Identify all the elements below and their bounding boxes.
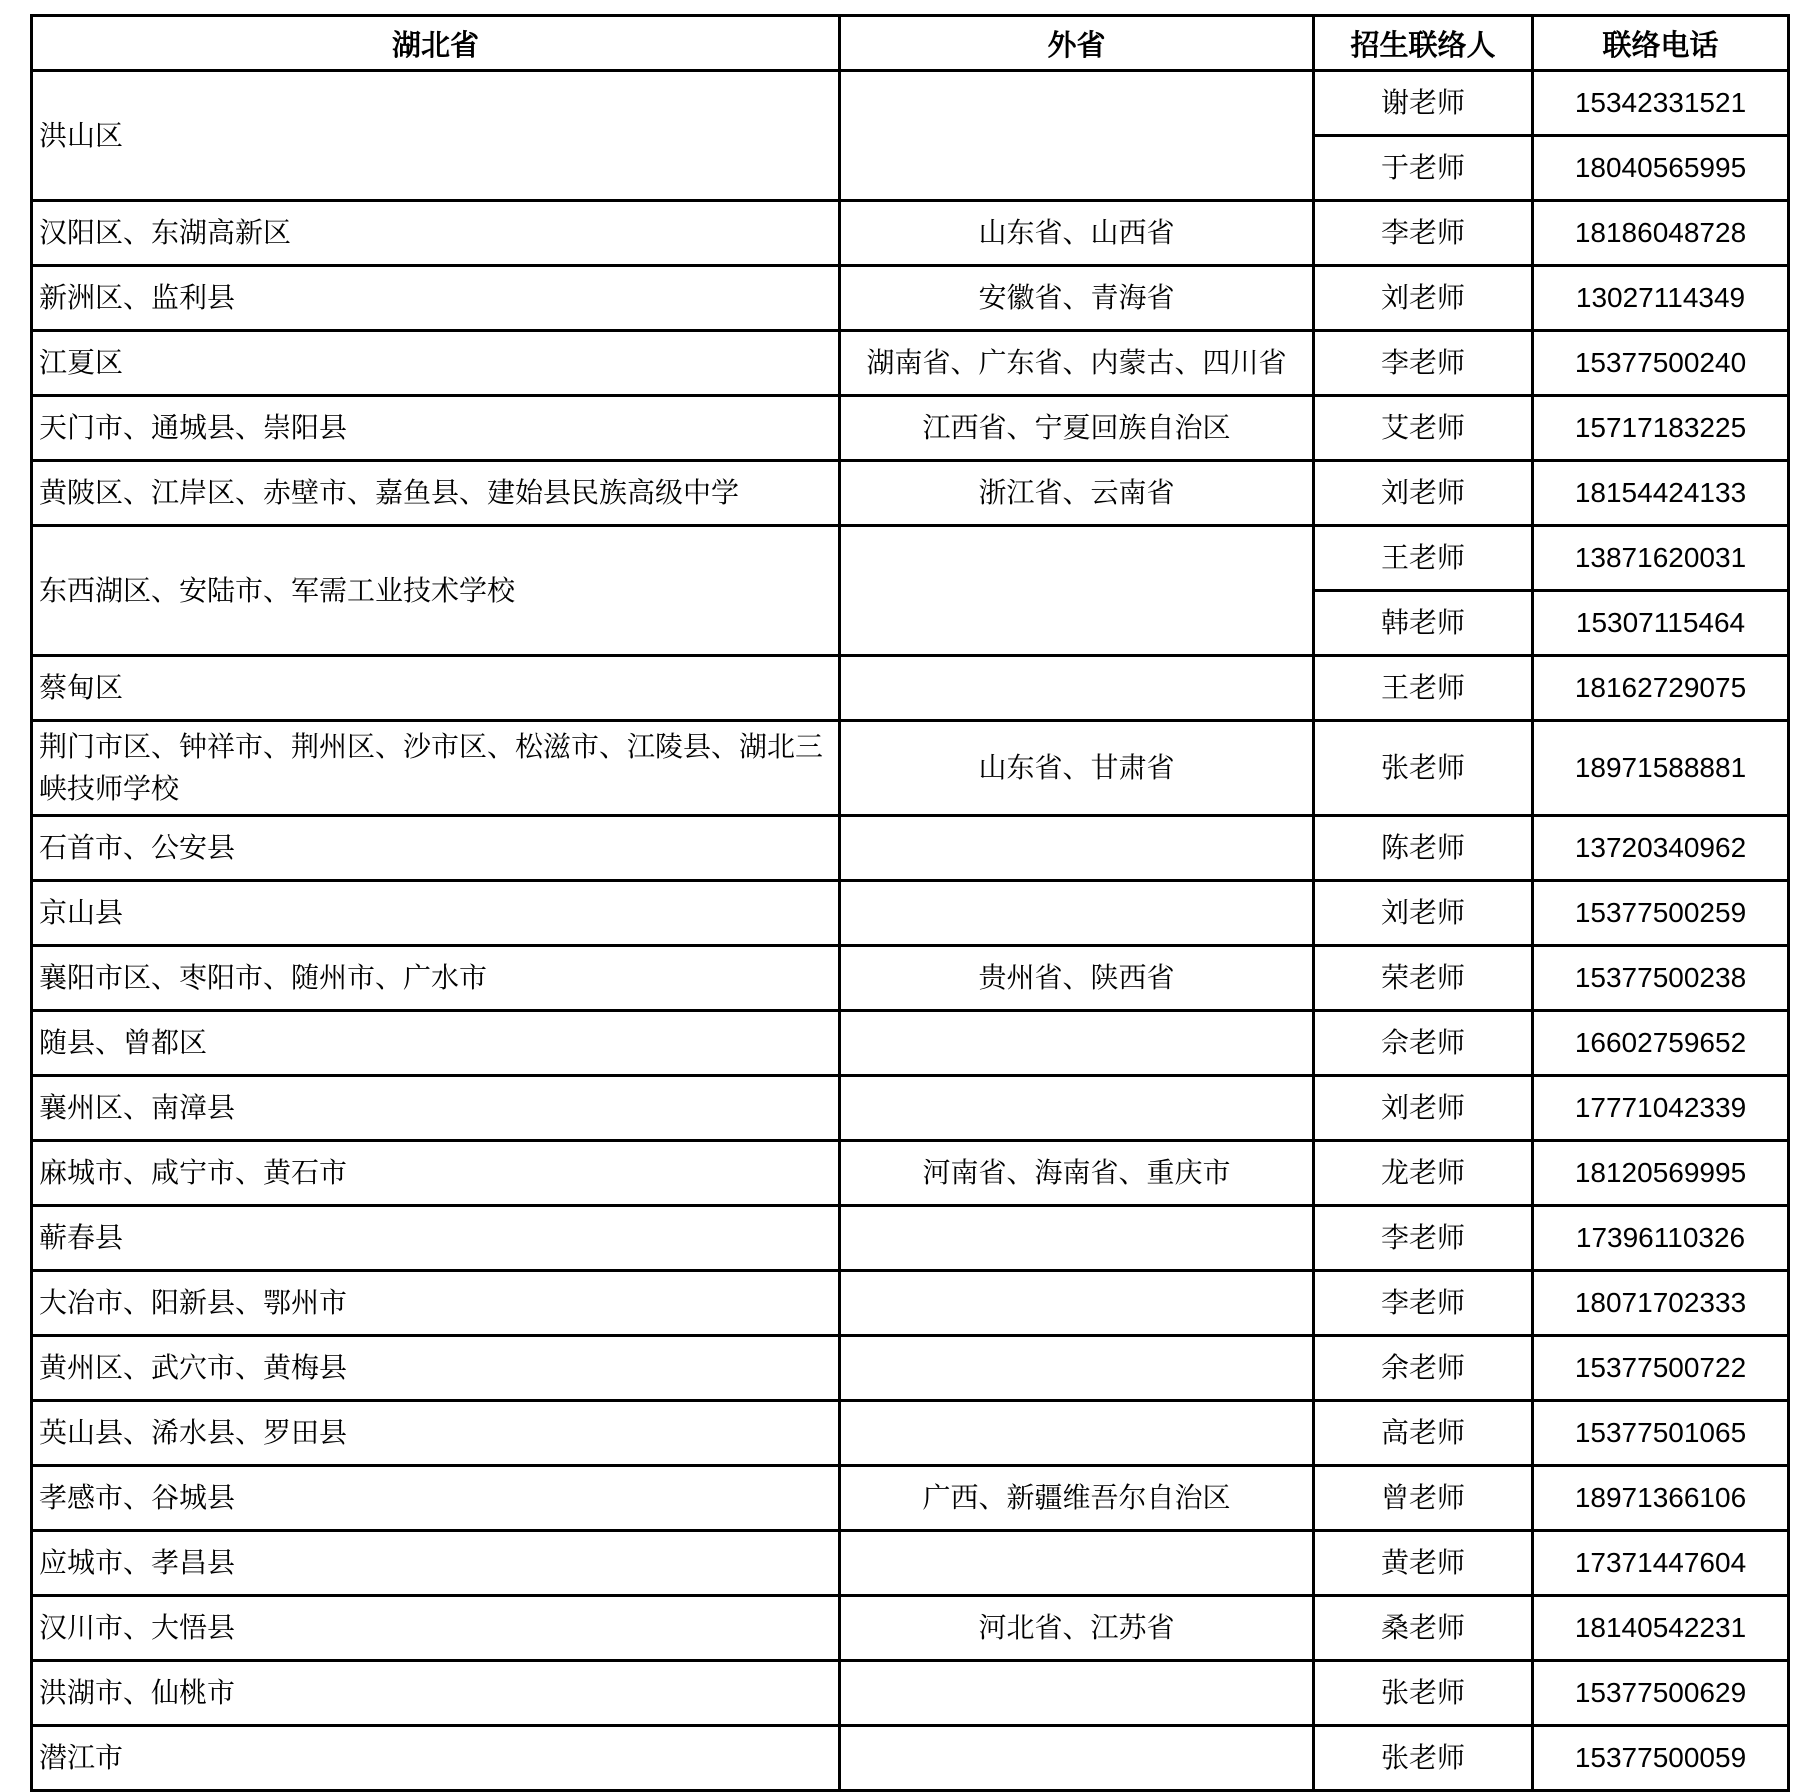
hubei-region-cell: 黄陂区、江岸区、赤壁市、嘉鱼县、建始县民族高级中学: [32, 461, 840, 526]
contact-phone-cell: 18120569995: [1533, 1141, 1789, 1206]
table-row: [32, 1271, 1789, 1336]
header-contact-person: 招生联络人: [1314, 16, 1533, 71]
other-province-cell: [840, 1726, 1314, 1791]
contact-person-cell: 张老师: [1314, 1726, 1533, 1791]
hubei-region-cell: 东西湖区、安陆市、军需工业技术学校: [32, 526, 840, 656]
contact-phone-cell: 15377500259: [1533, 881, 1789, 946]
other-province-cell: 山东省、山西省: [840, 201, 1314, 266]
table-row: [32, 1661, 1789, 1726]
contact-person-cell: 陈老师: [1314, 816, 1533, 881]
other-province-cell: [840, 1206, 1314, 1271]
other-province-cell: [840, 526, 1314, 656]
table-row: [32, 1011, 1789, 1076]
table-row: [32, 526, 1789, 591]
other-province-cell: 山东省、甘肃省: [840, 721, 1314, 816]
contact-phone-cell: 15307115464: [1533, 591, 1789, 656]
contact-person-cell: 佘老师: [1314, 1011, 1533, 1076]
contact-person-cell: 荣老师: [1314, 946, 1533, 1011]
contact-person-cell: 李老师: [1314, 201, 1533, 266]
other-province-cell: [840, 1076, 1314, 1141]
table-row: [32, 1141, 1789, 1206]
hubei-region-cell: 蕲春县: [32, 1206, 840, 1271]
contact-phone-cell: 15377500722: [1533, 1336, 1789, 1401]
table-row: [32, 266, 1789, 331]
other-province-cell: 湖南省、广东省、内蒙古、四川省: [840, 331, 1314, 396]
other-province-cell: [840, 1011, 1314, 1076]
contact-phone-cell: 13720340962: [1533, 816, 1789, 881]
hubei-region-cell: 荆门市区、钟祥市、荆州区、沙市区、松滋市、江陵县、湖北三峡技师学校: [32, 721, 840, 816]
hubei-region-cell: 石首市、公安县: [32, 816, 840, 881]
other-province-cell: 江西省、宁夏回族自治区: [840, 396, 1314, 461]
contact-person-cell: 艾老师: [1314, 396, 1533, 461]
contact-person-cell: 张老师: [1314, 1661, 1533, 1726]
contact-phone-cell: 18971366106: [1533, 1466, 1789, 1531]
contact-phone-cell: 17396110326: [1533, 1206, 1789, 1271]
contact-person-cell: 刘老师: [1314, 461, 1533, 526]
hubei-region-cell: 新洲区、监利县: [32, 266, 840, 331]
table-row: [32, 1726, 1789, 1791]
contact-person-cell: 曾老师: [1314, 1466, 1533, 1531]
contact-person-cell: 王老师: [1314, 526, 1533, 591]
contact-phone-cell: 18971588881: [1533, 721, 1789, 816]
hubei-region-cell: 英山县、浠水县、罗田县: [32, 1401, 840, 1466]
contact-phone-cell: 18186048728: [1533, 201, 1789, 266]
table-row: [32, 461, 1789, 526]
table-row: [32, 656, 1789, 721]
contact-phone-cell: 18071702333: [1533, 1271, 1789, 1336]
table-row: [32, 201, 1789, 266]
contact-person-cell: 桑老师: [1314, 1596, 1533, 1661]
other-province-cell: [840, 1401, 1314, 1466]
contact-person-cell: 龙老师: [1314, 1141, 1533, 1206]
contact-person-cell: 张老师: [1314, 721, 1533, 816]
other-province-cell: 河南省、海南省、重庆市: [840, 1141, 1314, 1206]
contact-phone-cell: 15717183225: [1533, 396, 1789, 461]
table-row: [32, 721, 1789, 816]
hubei-region-cell: 襄州区、南漳县: [32, 1076, 840, 1141]
contact-person-cell: 于老师: [1314, 136, 1533, 201]
other-province-cell: 贵州省、陕西省: [840, 946, 1314, 1011]
header-hubei-province: 湖北省: [32, 16, 840, 71]
contact-phone-cell: 18162729075: [1533, 656, 1789, 721]
contact-person-cell: 李老师: [1314, 1206, 1533, 1271]
hubei-region-cell: 天门市、通城县、崇阳县: [32, 396, 840, 461]
hubei-region-cell: 潜江市: [32, 1726, 840, 1791]
hubei-region-cell: 大冶市、阳新县、鄂州市: [32, 1271, 840, 1336]
other-province-cell: [840, 1661, 1314, 1726]
table-row: [32, 946, 1789, 1011]
contact-phone-cell: 16602759652: [1533, 1011, 1789, 1076]
hubei-region-cell: 襄阳市区、枣阳市、随州市、广水市: [32, 946, 840, 1011]
contact-phone-cell: 13027114349: [1533, 266, 1789, 331]
hubei-region-cell: 黄州区、武穴市、黄梅县: [32, 1336, 840, 1401]
contact-phone-cell: 15377500240: [1533, 331, 1789, 396]
hubei-region-cell: 洪湖市、仙桃市: [32, 1661, 840, 1726]
header-other-provinces: 外省: [840, 16, 1314, 71]
hubei-region-cell: 随县、曾都区: [32, 1011, 840, 1076]
hubei-region-cell: 江夏区: [32, 331, 840, 396]
contact-phone-cell: 15377500629: [1533, 1661, 1789, 1726]
table-row: [32, 881, 1789, 946]
other-province-cell: [840, 656, 1314, 721]
other-province-cell: [840, 71, 1314, 201]
other-province-cell: 广西、新疆维吾尔自治区: [840, 1466, 1314, 1531]
contact-person-cell: 刘老师: [1314, 266, 1533, 331]
contact-person-cell: 李老师: [1314, 331, 1533, 396]
other-province-cell: [840, 1271, 1314, 1336]
other-province-cell: [840, 816, 1314, 881]
contact-person-cell: 韩老师: [1314, 591, 1533, 656]
hubei-region-cell: 汉阳区、东湖高新区: [32, 201, 840, 266]
contact-person-cell: 高老师: [1314, 1401, 1533, 1466]
contact-person-cell: 谢老师: [1314, 71, 1533, 136]
table-row: [32, 396, 1789, 461]
contact-person-cell: 余老师: [1314, 1336, 1533, 1401]
table-row: [32, 71, 1789, 136]
contact-phone-cell: 17771042339: [1533, 1076, 1789, 1141]
other-province-cell: [840, 1336, 1314, 1401]
table-row: [32, 1596, 1789, 1661]
hubei-region-cell: 麻城市、咸宁市、黄石市: [32, 1141, 840, 1206]
other-province-cell: 浙江省、云南省: [840, 461, 1314, 526]
header-row: [32, 16, 1789, 71]
table-row: [32, 1466, 1789, 1531]
contact-person-cell: 刘老师: [1314, 1076, 1533, 1141]
contact-person-cell: 李老师: [1314, 1271, 1533, 1336]
table-row: [32, 1076, 1789, 1141]
contact-phone-cell: 15377501065: [1533, 1401, 1789, 1466]
contact-phone-cell: 15342331521: [1533, 71, 1789, 136]
admissions-contact-table: [30, 14, 1790, 1792]
other-province-cell: 安徽省、青海省: [840, 266, 1314, 331]
other-province-cell: [840, 1531, 1314, 1596]
contact-phone-cell: 18140542231: [1533, 1596, 1789, 1661]
hubei-region-cell: 京山县: [32, 881, 840, 946]
hubei-region-cell: 洪山区: [32, 71, 840, 201]
contact-phone-cell: 18154424133: [1533, 461, 1789, 526]
contact-phone-cell: 17371447604: [1533, 1531, 1789, 1596]
hubei-region-cell: 应城市、孝昌县: [32, 1531, 840, 1596]
table-row: [32, 331, 1789, 396]
table-row: [32, 1531, 1789, 1596]
contact-person-cell: 刘老师: [1314, 881, 1533, 946]
hubei-region-cell: 孝感市、谷城县: [32, 1466, 840, 1531]
other-province-cell: [840, 881, 1314, 946]
header-contact-phone: 联络电话: [1533, 16, 1789, 71]
hubei-region-cell: 蔡甸区: [32, 656, 840, 721]
contact-person-cell: 黄老师: [1314, 1531, 1533, 1596]
table-row: [32, 1401, 1789, 1466]
contact-phone-cell: 15377500238: [1533, 946, 1789, 1011]
contact-phone-cell: 15377500059: [1533, 1726, 1789, 1791]
table-row: [32, 1336, 1789, 1401]
contact-person-cell: 王老师: [1314, 656, 1533, 721]
table-body: [32, 71, 1789, 1791]
other-province-cell: 河北省、江苏省: [840, 1596, 1314, 1661]
contact-phone-cell: 18040565995: [1533, 136, 1789, 201]
hubei-region-cell: 汉川市、大悟县: [32, 1596, 840, 1661]
contact-phone-cell: 13871620031: [1533, 526, 1789, 591]
table-row: [32, 1206, 1789, 1271]
table-row: [32, 816, 1789, 881]
